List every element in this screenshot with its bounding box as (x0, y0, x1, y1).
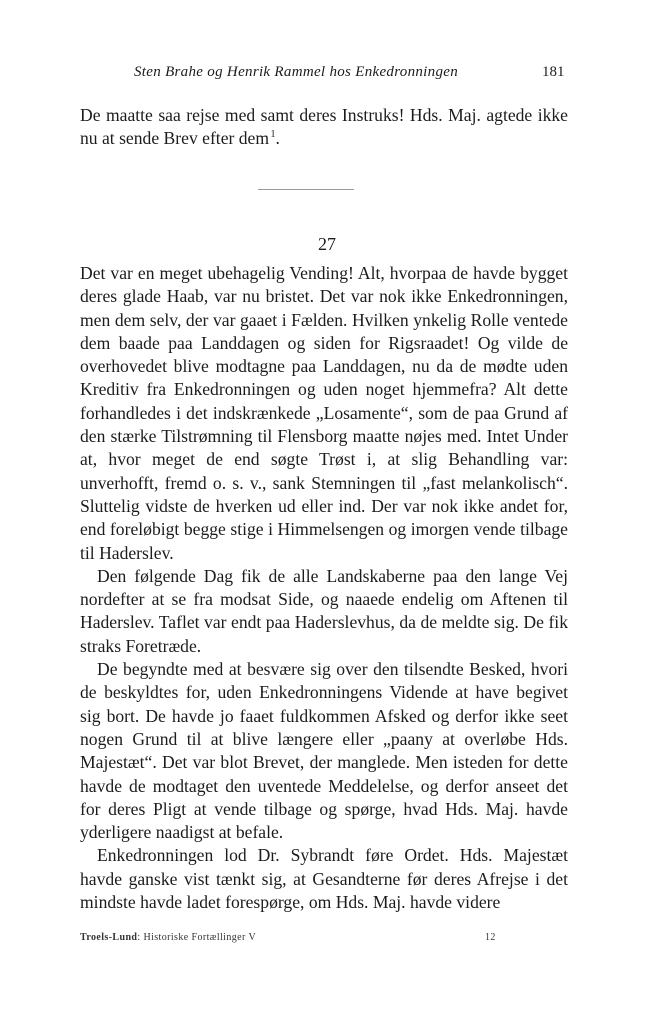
paragraph: De begyndte med at besvære sig over den tilsendte Besked, hvori de beskyldtes for, uden Enkedronningens Vidende at have begivet sig bort. De havde jo faaet fuldkommen Afsked og derfor ikke seet nogen Grund til at blive længere eller „paany at overløbe Hds. Majestæt“. Det var blot Brevet, der manglede. Men isteden for dette havde de modtaget den uventede Meddelelse, og derfor anseet det for deres Pligt at vende tilbage og spørge, hvad Hds. Maj. havde yderligere naadigst at befale. (80, 659, 568, 843)
printer-signature: 12 (485, 932, 496, 943)
intro-period: . (275, 128, 280, 149)
footnote-reference: 1 (270, 129, 276, 141)
running-title: Sten Brahe og Henrik Rammel hos Enkedronningen (134, 64, 459, 80)
chapter-number: 27 (318, 234, 336, 254)
intro-text (80, 104, 568, 151)
footer-author: Troels-Lund (80, 932, 138, 943)
intro-paragraph (80, 104, 568, 151)
section-divider (258, 189, 354, 190)
page-number: 181 (542, 64, 565, 80)
intro-sentence: De maatte saa rejse med samt deres Instruks! Hds. Maj. agtede ikke nu at sende Brev efter dem (80, 105, 568, 149)
paragraph: Det var en meget ubehagelig Vending! Alt, hvorpaa de havde bygget deres glade Haab, var nu bristet. Det var nok ikke Enkedronningen, men dem selv, der var gaaet i Fælden. Hvilken ynkelig Rolle ventede dem baade paa Landdagen og siden for Rigsraadet! Og vilde de overhovedet blive modtagne paa Landdagen, nu da de mødte uden Kreditiv fra Enkedronningen og uden noget hjemmefra? Alt dette forhandledes i det indskrænkede „Losamente“, som de paa Grund af den stærke Tilstrømning til Flensborg maatte nøjes med. Intet Under at, hvor meget de end søgte Trøst i, at slig Behandling var: unverhofft, fremd o. s. v., sank Stemningen til „fast melankolisch“. Sluttelig vidste de hverken ud eller ind. Der var nok ikke andet for, end foreløbigt begge stige i Himmelsengen og imorgen vende tilbage til Haderslev. (80, 263, 568, 563)
footer-source (80, 932, 256, 943)
footer-work: : Historiske Fortællinger V (137, 932, 257, 943)
chapter-text (80, 262, 568, 914)
paragraph: Den følgende Dag fik de alle Landskaberne paa den lange Vej nordefter at se fra modsat Side, og naaede endelig om Aftenen til Haderslev. Taflet var endt paa Haderslevhus, da de meldte sig. De fik straks Foretræde. (80, 565, 568, 656)
paragraph: Enkedronningen lod Dr. Sybrandt føre Ordet. Hds. Majestæt havde ganske vist tænkt sig, at Gesandterne før deres Afrejse i det mindste havde ladet forespørge, om Hds. Maj. havde videre (80, 845, 568, 913)
